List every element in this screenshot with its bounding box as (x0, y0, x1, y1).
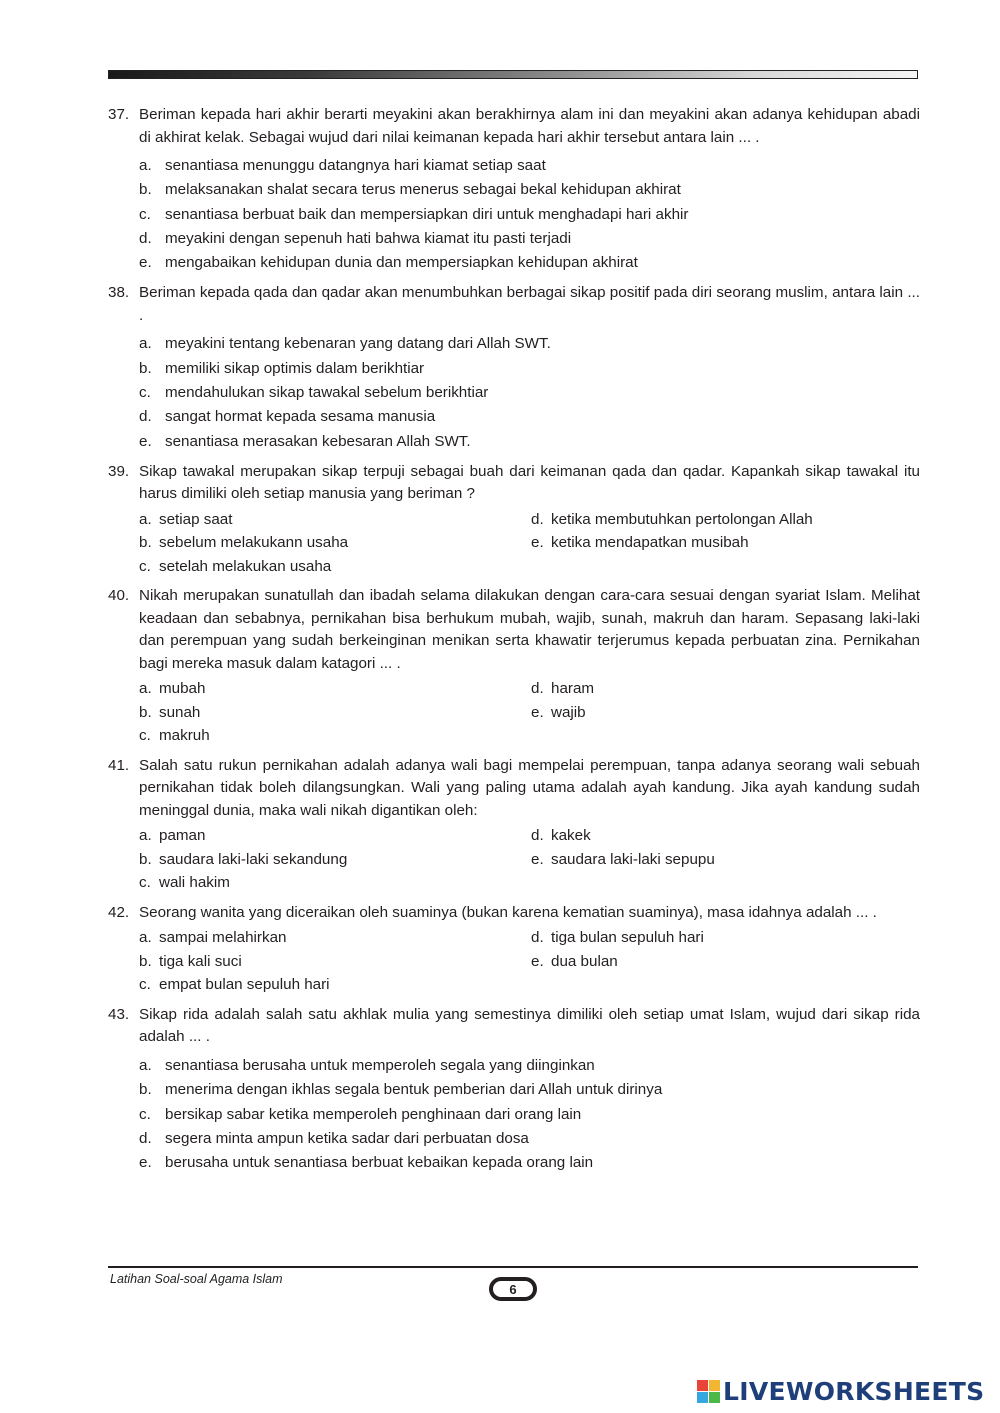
option-text: senantiasa berbuat baik dan mempersiapkan diri untuk menghadapi hari akhir (165, 205, 689, 223)
answer-option (531, 926, 923, 950)
option-letter: c. (139, 205, 151, 223)
option-text: sampai melahirkan (159, 929, 287, 947)
option-letter: e. (531, 952, 544, 970)
option-letter: a. (139, 680, 152, 698)
question-text: Sikap tawakal merupakan sikap terpuji sebagai buah dari keimanan qada dan qadar. Kapankah sikap tawakal itu harus dimiliki oleh setiap manusia yang beriman ? (139, 462, 920, 503)
answer-option (139, 430, 920, 454)
answer-option (139, 724, 531, 748)
question-number: 37. (108, 106, 130, 123)
answer-option (139, 251, 920, 275)
option-text: tiga kali suci (159, 952, 242, 970)
answer-option (139, 508, 531, 532)
option-letter: e. (139, 432, 152, 450)
question-number: 42. (108, 903, 130, 921)
option-text: setiap saat (159, 510, 233, 528)
option-letter: c. (139, 976, 151, 994)
option-text: menerima dengan ikhlas segala bentuk pemberian dari Allah untuk dirinya (165, 1081, 663, 1099)
question-stem (108, 1004, 920, 1049)
option-text: memiliki sikap optimis dalam berikhtiar (165, 359, 425, 377)
answer-option (139, 871, 531, 895)
answer-options (139, 926, 920, 997)
option-letter: d. (531, 510, 544, 528)
question-number: 39. (108, 462, 130, 480)
page-number: 6 (489, 1277, 537, 1301)
option-text: segera minta ampun ketika sadar dari perbuatan dosa (165, 1129, 529, 1147)
answer-options (139, 508, 920, 579)
liveworksheets-watermark (697, 1377, 984, 1406)
answer-option (139, 555, 531, 579)
answer-option (139, 405, 920, 429)
option-letter: b. (139, 703, 152, 721)
option-text: saudara laki-laki sepupu (551, 850, 715, 868)
option-letter: a. (139, 929, 152, 947)
option-letter: e. (531, 534, 544, 552)
answer-options (139, 677, 920, 748)
question-number: 41. (108, 756, 130, 774)
answer-option (531, 677, 923, 701)
option-text: mengabaikan kehidupan dunia dan mempersiapkan kehidupan akhirat (165, 254, 638, 272)
option-text: sebelum melakukann usaha (159, 534, 349, 552)
option-letter: c. (139, 874, 151, 892)
answer-option (139, 926, 531, 950)
answer-option (139, 701, 531, 725)
question-stem (108, 755, 920, 823)
option-letter: c. (139, 727, 151, 745)
answer-option (531, 701, 923, 725)
answer-options (139, 332, 920, 453)
option-text: meyakini dengan sepenuh hati bahwa kiamat itu pasti terjadi (165, 229, 572, 247)
option-letter: a. (139, 335, 152, 353)
question-text: Salah satu rukun pernikahan adalah adanya wali bagi mempelai perempuan, tanpa adanya seorang wali sebuah pernikahan tidak boleh dilangsungkan. Wali yang paling utama adalah ayah kandung. Jika ayah kandung sudah meninggal dunia, maka wali nikah digantikan oleh: (139, 756, 920, 819)
question-38 (108, 282, 920, 453)
answer-option (139, 381, 920, 405)
option-letter: a. (139, 1056, 152, 1074)
answer-option (139, 357, 920, 381)
question-number: 38. (108, 284, 130, 302)
question-37 (108, 104, 920, 275)
option-text: paman (159, 827, 206, 845)
option-letter: a. (139, 827, 152, 845)
option-letter: e. (139, 1154, 152, 1172)
answer-option (531, 848, 923, 872)
option-letter: d. (531, 680, 544, 698)
answer-option (139, 1151, 920, 1175)
option-letter: d. (139, 229, 152, 247)
option-text: ketika mendapatkan musibah (551, 534, 749, 552)
option-text: berusaha untuk senantiasa berbuat kebaikan kepada orang lain (165, 1154, 594, 1172)
option-text: melaksanakan shalat secara terus menerus sebagai bekal kehidupan akhirat (165, 181, 681, 199)
liveworksheets-logo-icon (697, 1380, 720, 1403)
answer-options (139, 824, 920, 895)
question-stem (108, 585, 920, 675)
option-letter: a. (139, 510, 152, 528)
question-number: 40. (108, 587, 130, 605)
answer-option (531, 824, 923, 848)
footer-book-title: Latihan Soal-soal Agama Islam (110, 1272, 283, 1286)
option-text: setelah melakukan usaha (159, 557, 332, 575)
option-text: mendahulukan sikap tawakal sebelum berikhtiar (165, 384, 489, 402)
answer-option (531, 531, 923, 555)
answer-option (139, 1078, 920, 1102)
option-text: haram (551, 680, 595, 698)
answer-option (139, 227, 920, 251)
answer-option (139, 677, 531, 701)
option-text: wajib (551, 703, 586, 721)
question-list (108, 104, 920, 1182)
answer-option (139, 950, 531, 974)
option-text: wali hakim (159, 874, 230, 892)
answer-option (531, 508, 923, 532)
option-letter: b. (139, 1081, 152, 1099)
option-letter: b. (139, 534, 152, 552)
option-letter: b. (139, 850, 152, 868)
option-letter: b. (139, 359, 152, 377)
answer-options (139, 1054, 920, 1175)
option-letter: e. (139, 254, 152, 272)
question-text: Sikap rida adalah salah satu akhlak mulia yang semestinya dimiliki oleh setiap umat Islam, wujud dari sikap rida adalah ... . (139, 1005, 920, 1046)
option-letter: c. (139, 1105, 151, 1123)
answer-option (139, 973, 531, 997)
option-text: sunah (159, 703, 201, 721)
question-text: Nikah merupakan sunatullah dan ibadah selama dilakukan dengan cara-cara sesuai dengan syariat Islam. Melihat keadaan dan sebabnya, pernikahan bisa berhukum mubah, wajib, sunah, makruh dan haram. Sepasang laki-laki dan perempuan yang sudah berkeinginan menikan serta khawatir terjerumus kepada perbuatan zina. Pernikahan bagi mereka masuk dalam katagori ... . (139, 587, 920, 672)
answer-option (139, 203, 920, 227)
answer-option (139, 824, 531, 848)
question-41 (108, 755, 920, 895)
option-letter: c. (139, 557, 151, 575)
option-text: dua bulan (551, 952, 618, 970)
question-40 (108, 585, 920, 748)
option-text: senantiasa menunggu datangnya hari kiamat setiap saat (165, 157, 546, 174)
option-text: empat bulan sepuluh hari (159, 976, 330, 994)
question-text: Seorang wanita yang diceraikan oleh suaminya (bukan karena kematian suaminya), masa idahnya adalah ... . (139, 903, 877, 921)
option-letter: e. (531, 703, 544, 721)
question-43 (108, 1004, 920, 1175)
question-number: 43. (108, 1005, 130, 1023)
answer-option (139, 332, 920, 356)
question-42 (108, 902, 920, 997)
header-rule (108, 70, 918, 79)
question-39 (108, 461, 920, 579)
answer-option (139, 178, 920, 202)
option-letter: d. (139, 1129, 152, 1147)
option-text: tiga bulan sepuluh hari (551, 929, 704, 947)
option-letter: d. (531, 827, 544, 845)
question-text: Beriman kepada hari akhir berarti meyakini akan berakhirnya alam ini dan meyakini akan adanya kehidupan abadi di akhirat kelak. Sebagai wujud dari nilai keimanan kepada hari akhir tersebut antara lain ... . (139, 106, 920, 146)
option-letter: e. (531, 850, 544, 868)
option-text: mubah (159, 680, 206, 698)
option-text: kakek (551, 827, 591, 845)
question-stem (108, 461, 920, 506)
option-letter: c. (139, 384, 151, 402)
option-text: bersikap sabar ketika memperoleh penghinaan dari orang lain (165, 1105, 582, 1123)
question-stem (108, 282, 920, 327)
option-text: saudara laki-laki sekandung (159, 850, 348, 868)
question-stem (108, 104, 920, 149)
option-text: sangat hormat kepada sesama manusia (165, 408, 436, 426)
option-letter: d. (139, 408, 152, 426)
answer-option (139, 531, 531, 555)
option-letter: b. (139, 181, 152, 199)
answer-options (139, 154, 920, 275)
option-text: makruh (159, 727, 210, 745)
option-text: ketika membutuhkan pertolongan Allah (551, 510, 813, 528)
answer-option (139, 848, 531, 872)
footer-rule (108, 1266, 918, 1268)
answer-option (139, 1054, 920, 1078)
answer-option (531, 950, 923, 974)
answer-option (139, 154, 920, 178)
option-text: meyakini tentang kebenaran yang datang dari Allah SWT. (165, 335, 551, 353)
option-text: senantiasa berusaha untuk memperoleh segala yang diinginkan (165, 1056, 595, 1074)
watermark-text: LIVEWORKSHEETS (723, 1377, 985, 1406)
question-text: Beriman kepada qada dan qadar akan menumbuhkan berbagai sikap positif pada diri seorang muslim, antara lain ... . (139, 284, 920, 324)
option-letter: b. (139, 952, 152, 970)
question-stem (108, 902, 920, 925)
answer-option (139, 1103, 920, 1127)
option-letter: d. (531, 929, 544, 947)
option-text: senantiasa merasakan kebesaran Allah SWT. (165, 432, 471, 450)
answer-option (139, 1127, 920, 1151)
option-letter: a. (139, 157, 152, 174)
